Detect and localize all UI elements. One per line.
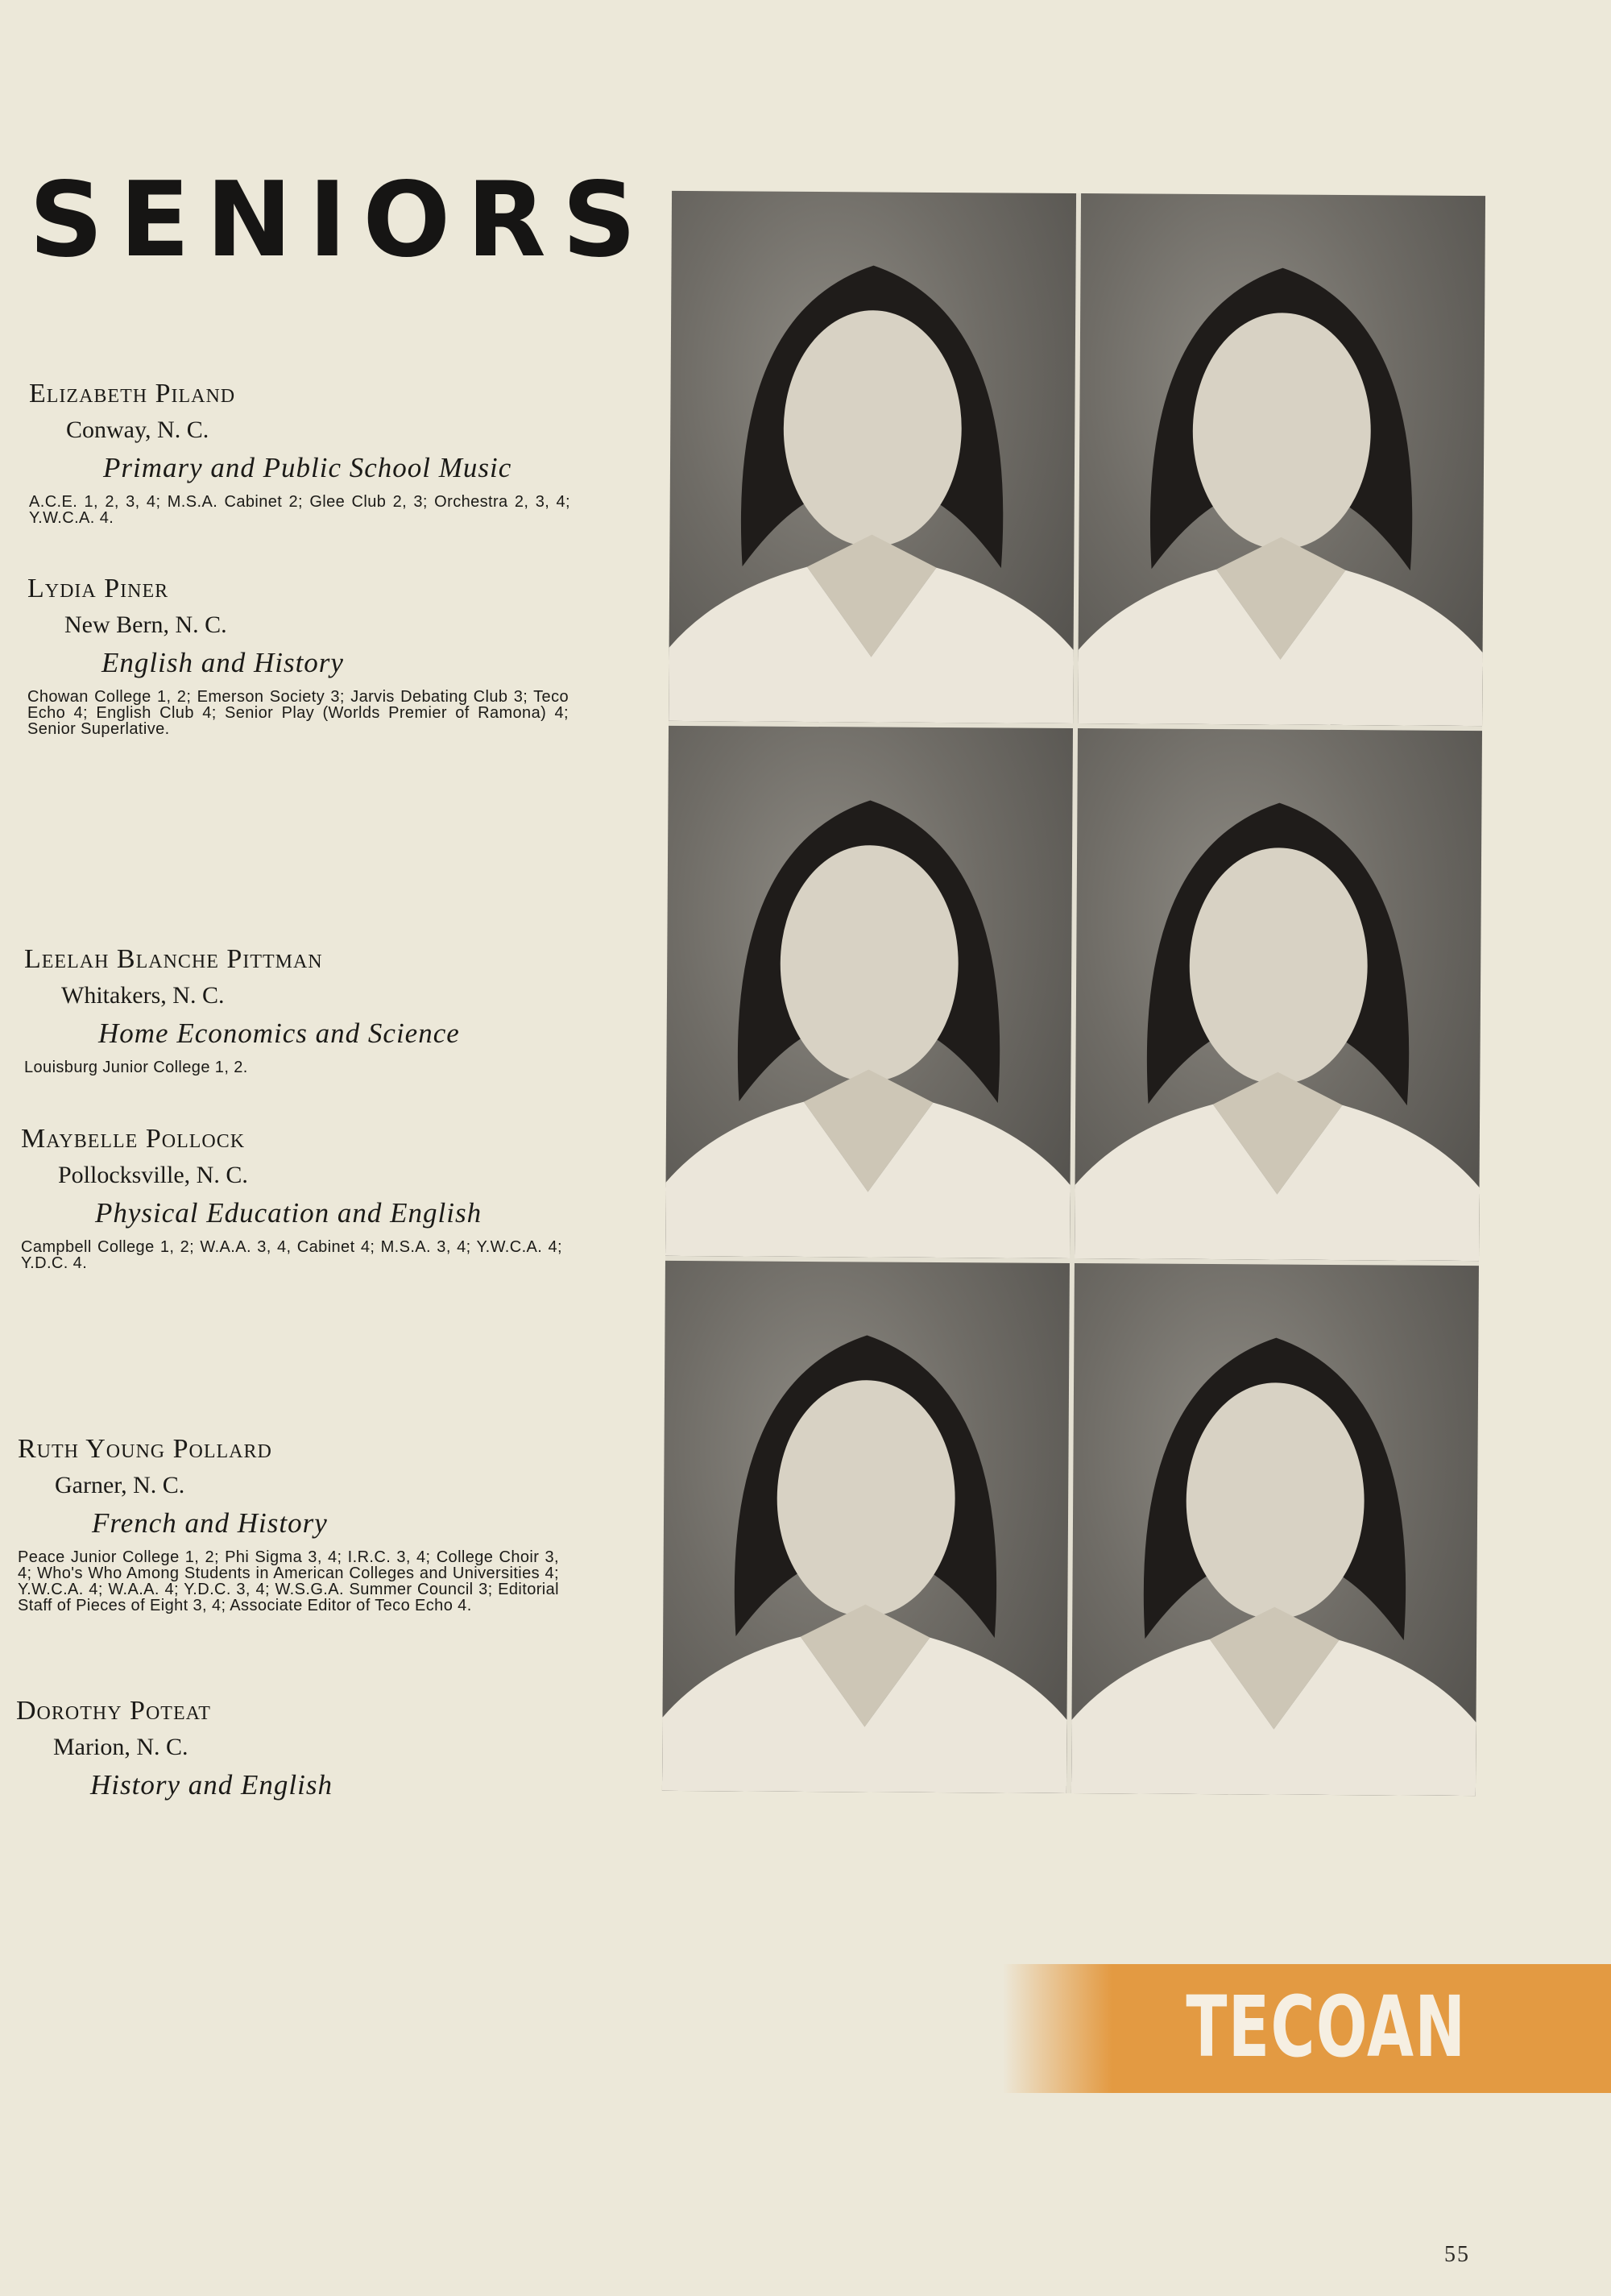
senior-entry bbox=[18, 1434, 565, 1614]
senior-name: Lydia Piner bbox=[27, 574, 169, 603]
yearbook-banner bbox=[1003, 1964, 1611, 2093]
senior-activities: Chowan College 1, 2; Emerson Society 3; Jarvis Debating Club 3; Teco Echo 4; English Club 4; Senior Play (Worlds Premier of Ramona) 4; Senior Superlative. bbox=[27, 687, 569, 738]
senior-activities: Peace Junior College 1, 2; Phi Sigma 3, 4; I.R.C. 3, 4; College Choir 3, 4; Who's Who Among Students in American Colleges and Universities 4; Y.W.C.A. 4; W.A.A. 4; Y.D.C. 3, 4; W.S.G.A. Summer Council 3; Editorial Staff of Pieces of Eight 3, 4; Associate Editor of Teco Echo 4. bbox=[18, 1548, 559, 1614]
senior-entry bbox=[29, 379, 577, 526]
senior-name: Maybelle Pollock bbox=[21, 1124, 246, 1154]
senior-portrait bbox=[1075, 728, 1482, 1261]
senior-town: Marion, N. C. bbox=[53, 1734, 188, 1761]
senior-activities: Louisburg Junior College 1, 2. bbox=[24, 1058, 248, 1076]
senior-town: Conway, N. C. bbox=[66, 417, 209, 444]
senior-activities: Campbell College 1, 2; W.A.A. 3, 4, Cabinet 4; M.S.A. 3, 4; Y.W.C.A. 4; Y.D.C. 4. bbox=[21, 1237, 562, 1272]
senior-major: Home Economics and Science bbox=[98, 1017, 460, 1050]
yearbook-title: TECOAN bbox=[1185, 1978, 1466, 2076]
senior-major: History and English bbox=[90, 1769, 333, 1801]
senior-portrait bbox=[1071, 1263, 1479, 1796]
senior-town: Pollocksville, N. C. bbox=[58, 1162, 248, 1189]
senior-portrait bbox=[665, 726, 1073, 1258]
senior-entry bbox=[24, 944, 572, 1075]
senior-major: English and History bbox=[101, 647, 344, 679]
senior-town: Whitakers, N. C. bbox=[61, 982, 225, 1009]
senior-name: Leelah Blanche Pittman bbox=[24, 944, 323, 974]
page-heading: SENIORS bbox=[29, 160, 652, 280]
page-number: 55 bbox=[1444, 2242, 1470, 2267]
senior-name: Ruth Young Pollard bbox=[18, 1434, 272, 1464]
senior-name: Dorothy Poteat bbox=[16, 1696, 211, 1726]
senior-name: Elizabeth Piland bbox=[29, 379, 236, 408]
senior-portrait bbox=[669, 191, 1076, 723]
senior-town: New Bern, N. C. bbox=[64, 611, 227, 639]
senior-major: Primary and Public School Music bbox=[103, 452, 512, 484]
senior-major: Physical Education and English bbox=[95, 1197, 482, 1229]
senior-town: Garner, N. C. bbox=[55, 1472, 185, 1499]
senior-entry bbox=[21, 1124, 569, 1271]
senior-portrait bbox=[1078, 193, 1485, 726]
senior-activities: A.C.E. 1, 2, 3, 4; M.S.A. Cabinet 2; Glee Club 2, 3; Orchestra 2, 3, 4; Y.W.C.A. 4. bbox=[29, 492, 570, 527]
senior-portrait bbox=[662, 1261, 1070, 1793]
portrait-grid bbox=[662, 191, 1485, 1796]
senior-entry bbox=[27, 574, 575, 737]
senior-entry bbox=[16, 1696, 564, 1801]
senior-major: French and History bbox=[92, 1507, 328, 1540]
